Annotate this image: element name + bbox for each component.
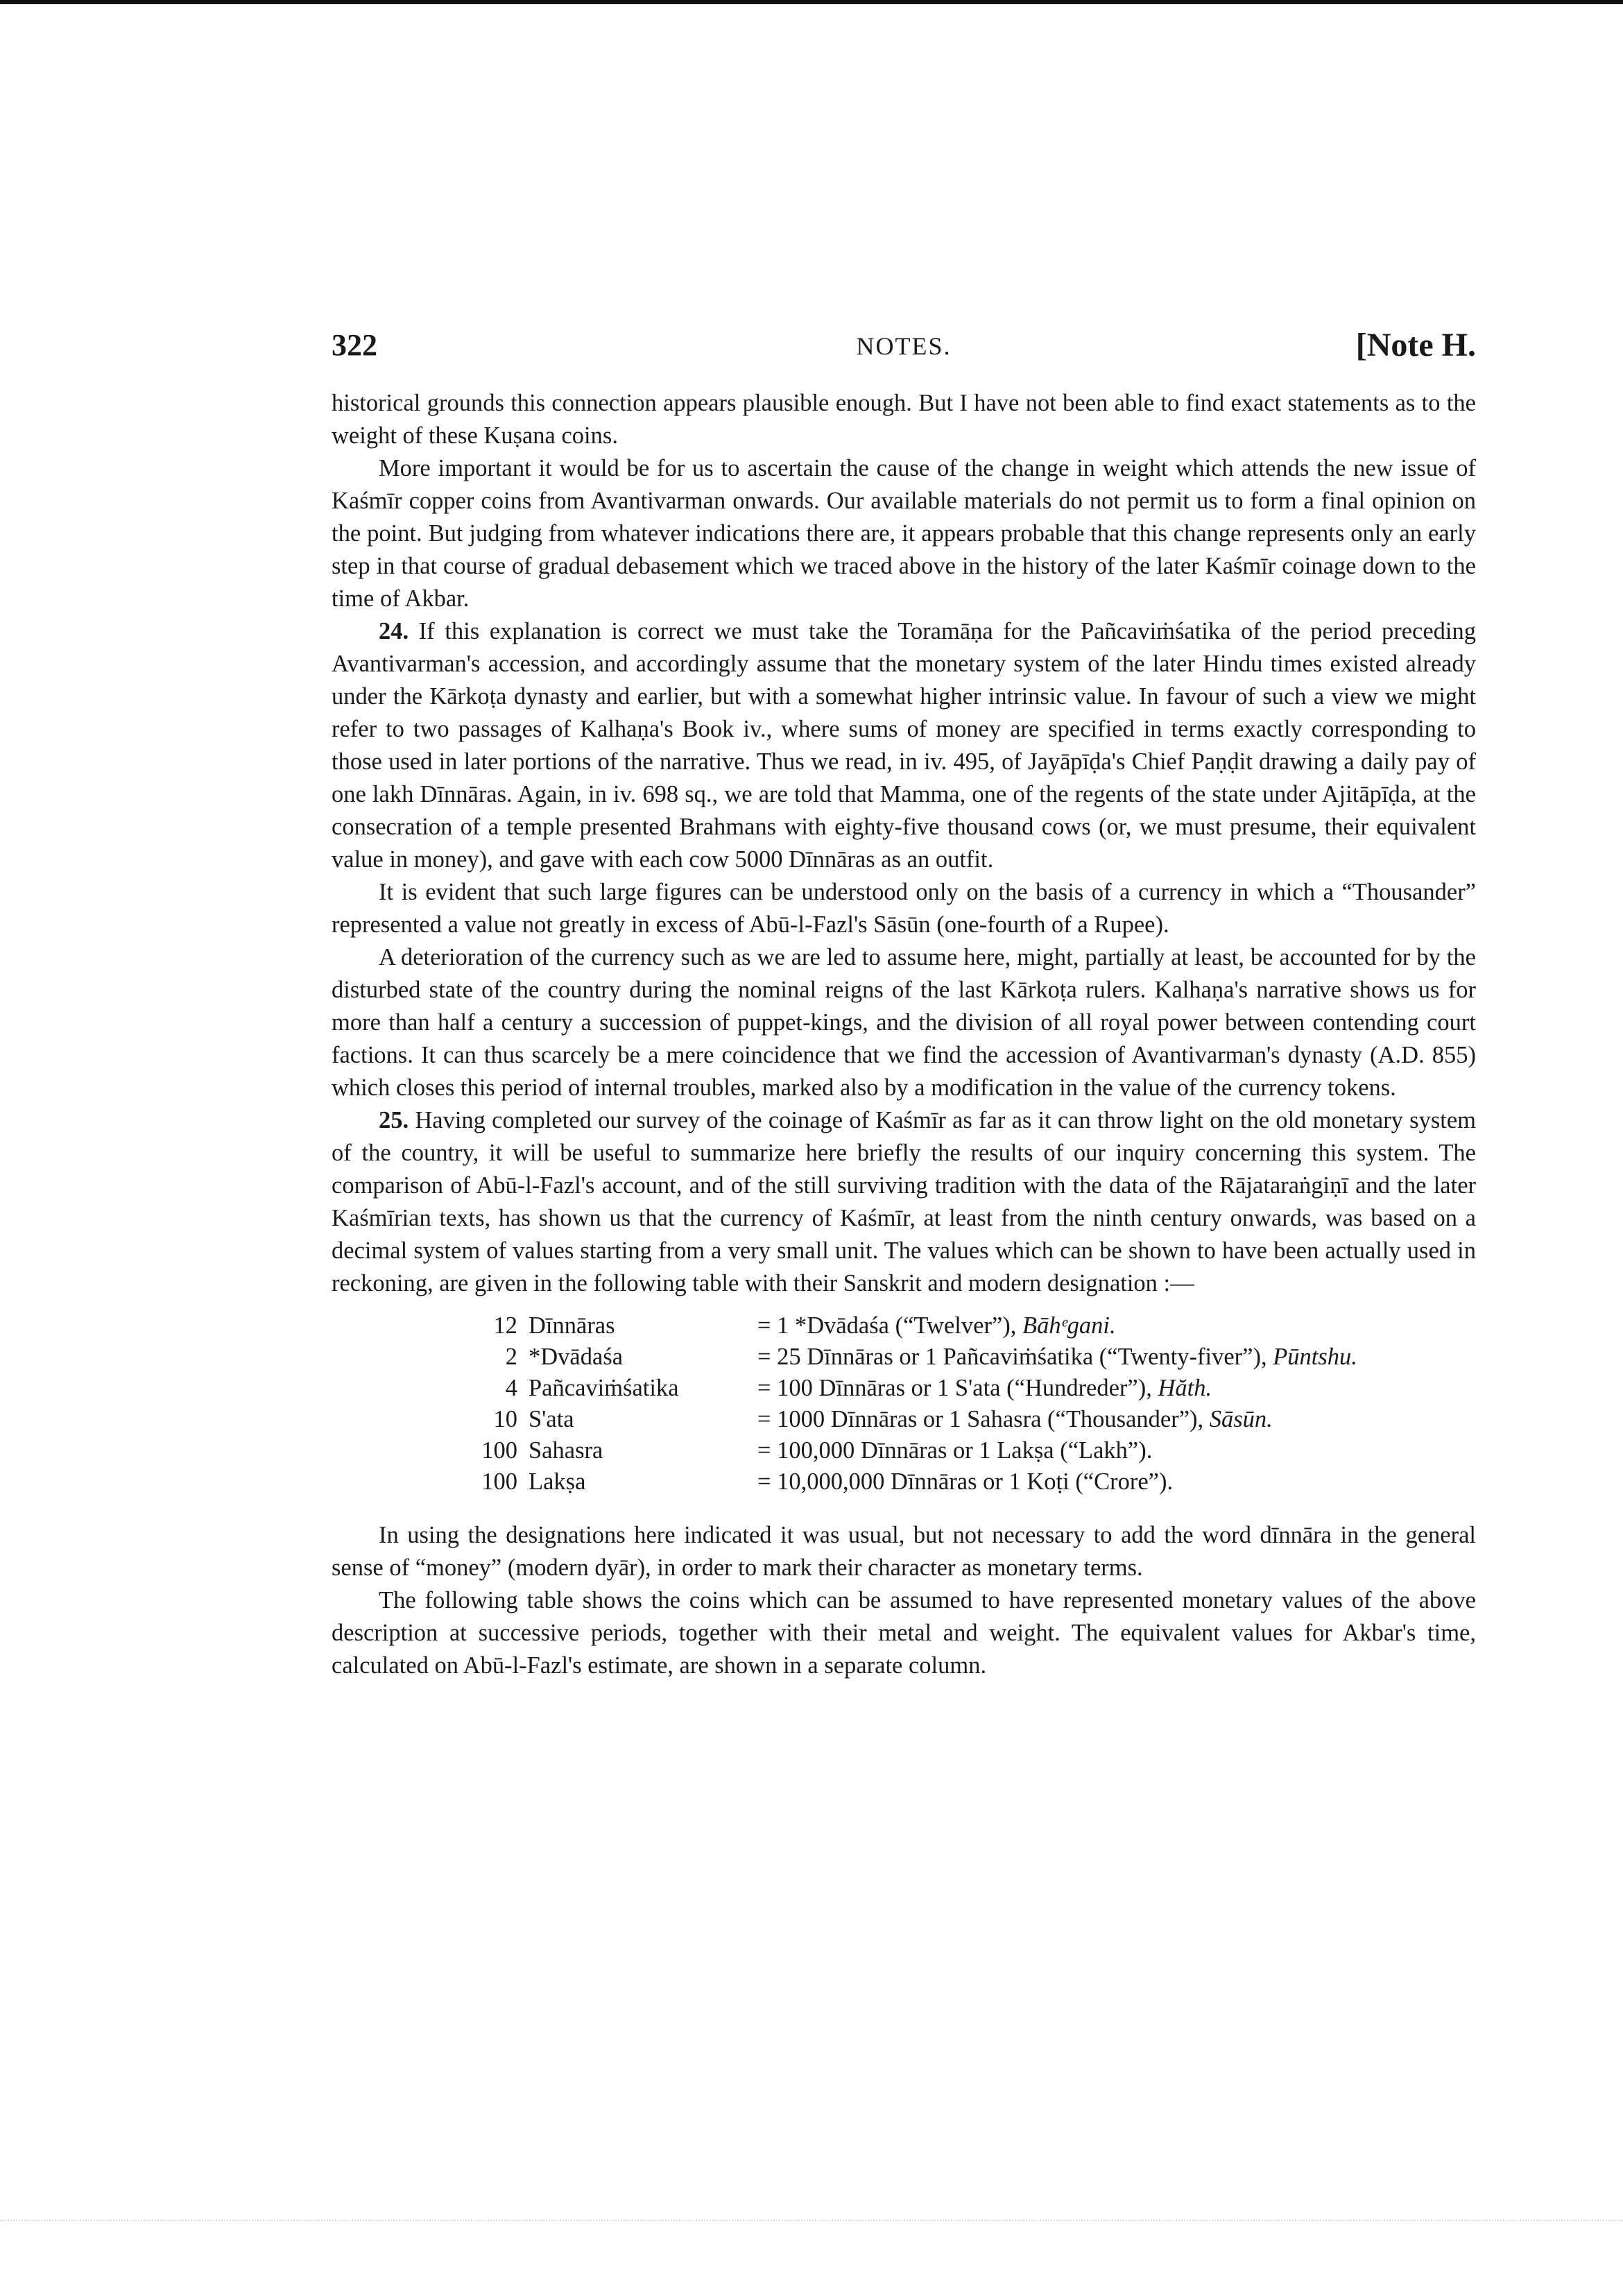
book-page (332, 327, 1476, 1682)
paragraph: More important it would be for us to ascertain the cause of the change in weight which attends the new issue of Kaśmīr copper coins from Avantivarman onwards. Our available materials do not permit us to form a final opinion on the point. But judging from whatever indications there are, it appears probable that this change represents only an early step in that course of gradual debasement which we traced above in the history of the later Kaśmīr coinage down to the time of Akbar. (332, 455, 1476, 612)
table-row: 10 S'ata = 1000 Dīnnāras or 1 Sahasra (“Thousander”), Sāsūn. (493, 1406, 1273, 1432)
paragraph: A deterioration of the currency such as we are led to assume here, might, partially at least, be accounted for by the disturbed state of the country during the nominal reigns of the last Kārkoṭa rulers. Kalhaṇa's narrative shows us for more than half a century a succession of puppet-kings, and the division of all royal power between contending court factions. It can thus scarcely be a mere coincidence that we find the accession of Avantivarman's dynasty (A.D. 855) which closes this period of internal troubles, marked also by a modification in the value of the currency tokens. (332, 944, 1476, 1101)
running-header (332, 327, 1476, 377)
paragraph: The following table shows the coins which can be assumed to have represented monetary values of the above description at successive periods, together with their metal and weight. The equivalent values for Akbar's time, calculated on Abū-l-Fazl's estimate, are shown in a separate column. (332, 1587, 1476, 1679)
table-row: 12 Dīnnāras = 1 *Dvādaśa (“Twelver”), Bāhᵉgani. (493, 1312, 1116, 1339)
paragraph-continued: historical grounds this connection appears plausible enough. But I have not been able to find exact statements as to the weight of these Kuṣana coins. (332, 390, 1476, 449)
note-label: [Note H. (1355, 327, 1476, 363)
currency-equivalence-table (448, 1312, 1357, 1500)
page-top-border (0, 0, 1623, 4)
scan-noise-line (0, 2220, 1623, 2221)
paragraph: It is evident that such large figures can be understood only on the basis of a currency in which a “Thousander” represented a value not greatly in excess of Abū-l-Fazl's Sāsūn (one-fourth of a Rupee). (332, 879, 1476, 938)
section-number: 25. (379, 1107, 409, 1133)
paragraph-25: 25. Having completed our survey of the coinage of Kaśmīr as far as it can throw light on the old monetary system of the country, it will be useful to summarize here briefly the results of our inquiry concerning this system. The comparison of Abū-l-Fazl's account, and of the still surviving tradition with the data of the Rājataraṅgiṇī and the later Kaśmīrian texts, has shown us that the currency of Kaśmīr, at least from the ninth century onwards, was based on a decimal system of values starting from a very small unit. The values which can be shown to have been actually used in reckoning, are given in the following table with their Sanskrit and modern designation :— (332, 1107, 1476, 1296)
table-row: 4 Pañcaviṁśatika = 100 Dīnnāras or 1 S'ata (“Hundreder”), Hăth. (505, 1375, 1212, 1401)
paragraph: In using the designations here indicated it was usual, but not necessary to add the word dīnnāra in the general sense of “money” (modern dyār), in order to mark their character as monetary terms. (332, 1522, 1476, 1581)
page-number: 322 (332, 328, 377, 362)
table-row: 100 Sahasra = 100,000 Dīnnāras or 1 Lakṣa (“Lakh”). (481, 1437, 1153, 1464)
running-title: NOTES. (856, 332, 952, 360)
table-row: 2 *Dvādaśa = 25 Dīnnāras or 1 Pañcaviṁśatika (“Twenty-fiver”), Pūntshu. (505, 1344, 1357, 1370)
section-number: 24. (379, 618, 409, 644)
body-text (332, 387, 1476, 1682)
paragraph-24: 24. If this explanation is correct we must take the Toramāṇa for the Pañcaviṁśatika of the period preceding Avantivarman's accession, and accordingly assume that the monetary system of the later Hindu times existed already under the Kārkoṭa dynasty and earlier, but with a somewhat higher intrinsic value. In favour of such a view we might refer to two passages of Kalhaṇa's Book iv., where sums of money are specified in terms exactly corresponding to those used in later portions of the narrative. Thus we read, in iv. 495, of Jayāpīḍa's Chief Paṇḍit drawing a daily pay of one lakh Dīnnāras. Again, in iv. 698 sq., we are told that Mamma, one of the regents of the state under Ajitāpīḍa, at the consecration of a temple presented Brahmans with eighty-five thousand cows (or, we must presume, their equivalent value in money), and gave with each cow 5000 Dīnnāras as an outfit. (332, 618, 1477, 873)
table-row: 100 Lakṣa = 10,000,000 Dīnnāras or 1 Koṭi (“Crore”). (481, 1468, 1174, 1495)
